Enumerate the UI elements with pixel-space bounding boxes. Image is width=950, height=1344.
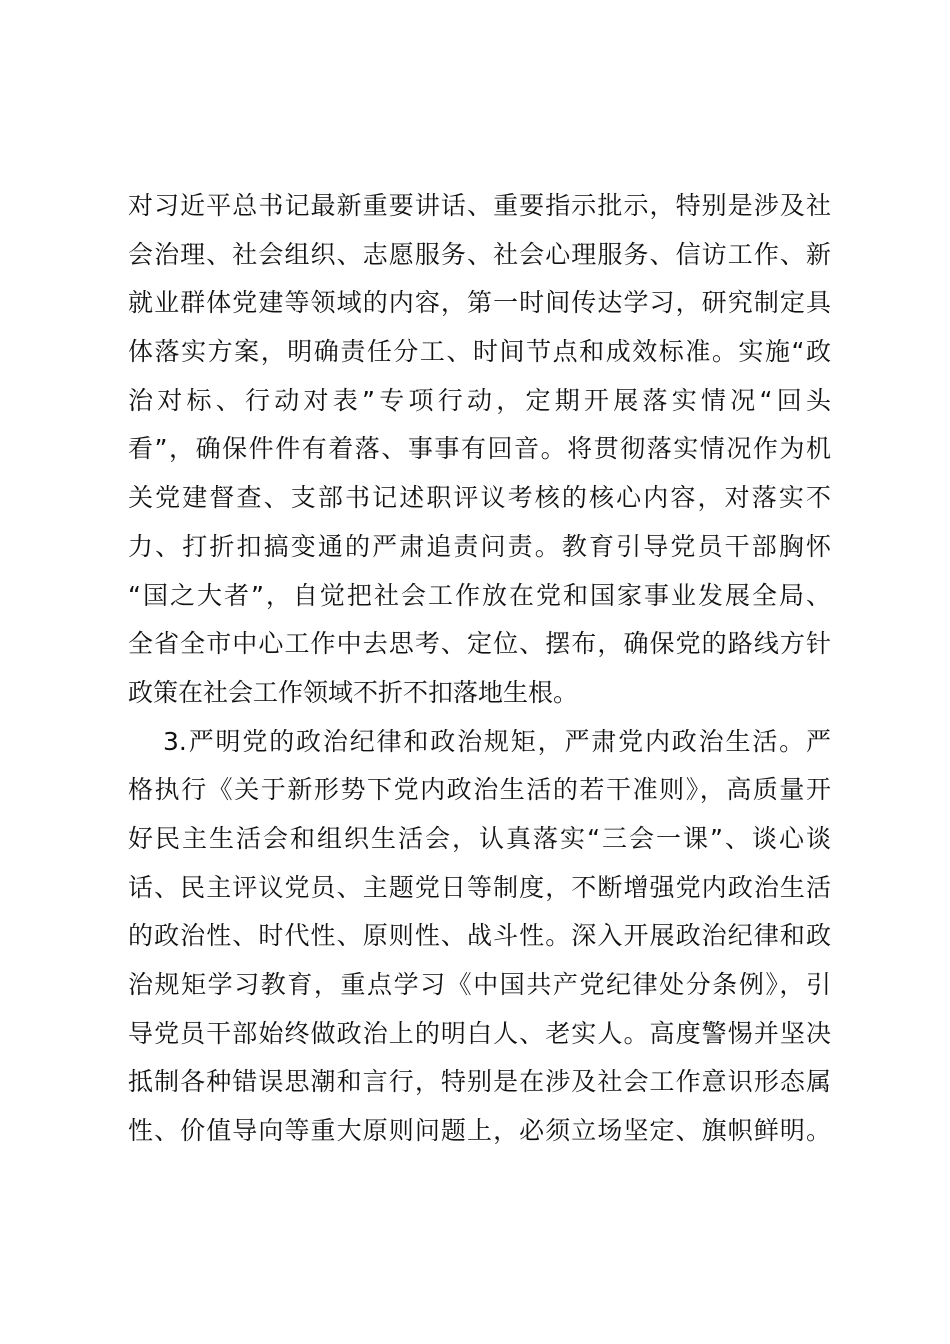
text-line: 治对标、行动对表”专项行动，定期开展落实情况“回头 [128, 385, 831, 415]
text-line: 导党员干部始终做政治上的明白人、老实人。高度警惕并坚决 [128, 1018, 831, 1048]
text-line: 政策在社会工作领域不折不扣落地生根。 [128, 677, 579, 707]
document-page [128, 182, 831, 1156]
text-line: 对习近平总书记最新重要讲话、重要指示批示，特别是涉及社 [128, 191, 831, 220]
text-line: 抵制各种错误思潮和言行，特别是在涉及社会工作意识形态属 [128, 1067, 831, 1097]
text-line: 的政治性、时代性、原则性、战斗性。深入开展政治纪律和政 [128, 921, 831, 951]
text-line: 话、民主评议党员、主题党日等制度，不断增强党内政治生活 [128, 872, 831, 902]
paragraph-1 [128, 182, 831, 718]
text-line: 会治理、社会组织、志愿服务、社会心理服务、信访工作、新 [128, 239, 831, 269]
text-line: 力、打折扣搞变通的严肃追责问责。教育引导党员干部胸怀 [128, 531, 831, 561]
paragraph-2 [128, 718, 831, 1156]
text-line: 格执行《关于新形势下党内政治生活的若干准则》，高质量开 [128, 775, 831, 805]
text-line: 好民主生活会和组织生活会，认真落实“三会一课”、谈心谈 [128, 823, 831, 853]
text-line: 全省全市中心工作中去思考、定位、摆布，确保党的路线方针 [128, 629, 831, 659]
text-line: 性、价值导向等重大原则问题上，必须立场坚定、旗帜鲜明。 [128, 1116, 831, 1146]
text-line: 关党建督查、支部书记述职评议考核的核心内容，对落实不 [128, 483, 831, 513]
text-line: “国之大者”，自觉把社会工作放在党和国家事业发展全局、 [128, 580, 831, 610]
text-line: 治规矩学习教育，重点学习《中国共产党纪律处分条例》，引 [128, 970, 831, 999]
text-line: 看”，确保件件有着落、事事有回音。将贯彻落实情况作为机 [128, 434, 831, 464]
section-heading-line: 3.严明党的政治纪律和政治规矩，严肃党内政治生活。严 [163, 726, 831, 756]
text-line: 体落实方案，明确责任分工、时间节点和成效标准。实施“政 [128, 337, 831, 367]
text-line: 就业群体党建等领域的内容，第一时间传达学习，研究制定具 [128, 288, 831, 318]
